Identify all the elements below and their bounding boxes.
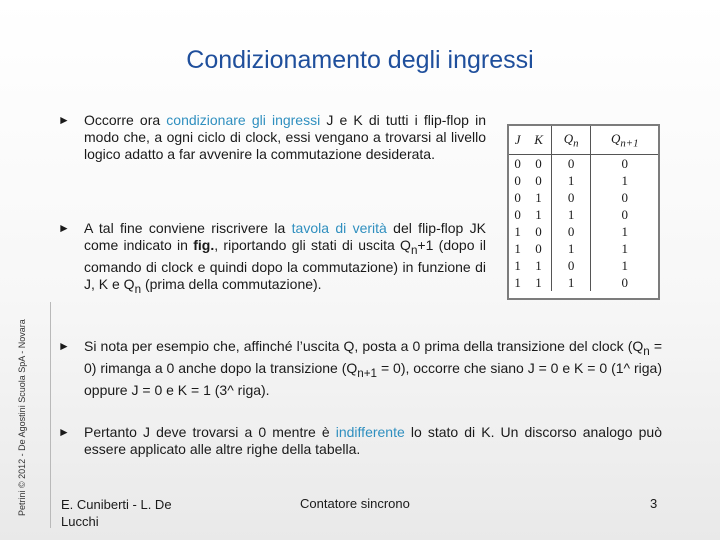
table-row [509, 274, 658, 291]
cell: 0 [514, 172, 521, 188]
bullet-3-c: = 0), occorre che siano J = 0 e K = 0 (1^ riga) oppure J = 0 e K = 1 (3^ riga). [84, 359, 662, 398]
header-j: J [509, 126, 526, 155]
cell: 1 [514, 223, 521, 239]
bullet-1-highlight: condizionare gli ingressi [166, 112, 321, 128]
bullet-arrow-icon: ► [58, 339, 70, 353]
cell: 1 [551, 240, 591, 257]
cell: 1 [551, 274, 591, 291]
side-credit: Petrini © 2012 - De Agostini Scuola SpA - Novara [17, 319, 27, 516]
bullet-4-post: lo stato di K. Un discorso analogo può essere applicato alle altre righe della tabella. [84, 424, 662, 457]
truth-table-header-row [509, 126, 658, 155]
table-row [509, 206, 658, 223]
cell: 0 [535, 155, 542, 171]
cell: 1 [591, 223, 658, 240]
cell: 0 [551, 155, 591, 173]
cell: 1 [551, 172, 591, 189]
cell: 0 [551, 223, 591, 240]
cell: 1 [514, 274, 521, 290]
cell: 0 [591, 155, 658, 173]
bullet-4-highlight: indifferente [335, 424, 405, 440]
slide-title: Condizionamento degli ingressi [186, 46, 534, 74]
page-number: 3 [650, 496, 658, 511]
bullet-arrow-icon: ► [58, 425, 70, 439]
cell: 1 [591, 240, 658, 257]
table-row [509, 189, 658, 206]
cell: 0 [535, 240, 542, 256]
bullet-2-a: , riportando gli stati di uscita Q [214, 237, 411, 253]
bullet-2-c: (prima della commutazione). [141, 275, 322, 292]
bullet-2-sub-a: n [410, 243, 418, 257]
cell: 1 [514, 240, 521, 256]
bullet-2-b: +1 (dopo il comando di clock e quindi dopo la commutazione) in funzione di J, K e Q [84, 237, 486, 292]
bullet-2-sub-b: n [134, 282, 142, 296]
bullet-2-fig: fig. [193, 237, 215, 253]
header-qn: $Q_n$ [551, 126, 591, 155]
cell: 1 [535, 206, 542, 222]
cell: 0 [591, 206, 658, 223]
truth-table [507, 124, 660, 300]
table-row [509, 240, 658, 257]
bullet-2 [58, 220, 486, 298]
bullet-4 [58, 424, 662, 458]
header-qn1: $Q_{n+1}$ [591, 126, 658, 155]
table-row [509, 257, 658, 274]
footer-author: E. Cuniberti - L. De Lucchi [61, 497, 172, 529]
bullet-3 [58, 338, 662, 399]
cell: 0 [551, 257, 591, 274]
cell: 0 [535, 223, 542, 239]
bullet-4-pre: Pertanto J deve trovarsi a 0 mentre è [84, 424, 336, 440]
cell: 0 [514, 189, 521, 205]
cell: 0 [591, 189, 658, 206]
bullet-1 [58, 112, 486, 163]
cell: 1 [551, 206, 591, 223]
bullet-1-pre: Occorre ora [84, 112, 167, 128]
cell: 0 [514, 206, 521, 222]
cell: 1 [591, 257, 658, 274]
cell: 1 [591, 172, 658, 189]
bullet-2-mid: del flip-flop JK come indicato in [84, 220, 486, 253]
bullet-3-a: Si nota per esempio che, affinché l’uscita Q, posta a 0 prima della transizione del clock (Q [84, 338, 644, 354]
header-k: K [526, 126, 551, 155]
bullet-2-pre: A tal fine conviene riscrivere la [84, 220, 292, 236]
cell: 1 [514, 257, 521, 273]
bullet-2-highlight: tavola di verità [291, 220, 387, 236]
cell: 0 [551, 189, 591, 206]
cell: 0 [514, 155, 521, 171]
bullet-arrow-icon: ► [58, 221, 70, 235]
cell: 0 [591, 274, 658, 291]
bullet-3-sub1: n [643, 344, 650, 358]
bullet-arrow-icon: ► [58, 113, 70, 127]
cell: 1 [535, 274, 542, 290]
bullet-3-sub2: n+1 [357, 366, 378, 380]
cell: 1 [535, 189, 542, 205]
bullet-1-post: J e K di tutti i flip-flop in modo che, a ogni ciclo di clock, essi vengano a trovarsi al livello logico adatto a far avvenire la commutazione desiderata. [84, 112, 486, 162]
footer-title: Contatore sincrono [300, 496, 410, 511]
table-row [509, 223, 658, 240]
cell: 0 [535, 172, 542, 188]
bullet-3-b: = 0) rimanga a 0 anche dopo la transizione (Q [84, 338, 662, 376]
vertical-divider [50, 302, 51, 528]
table-row [509, 155, 658, 173]
cell: 1 [535, 257, 542, 273]
table-row [509, 172, 658, 189]
